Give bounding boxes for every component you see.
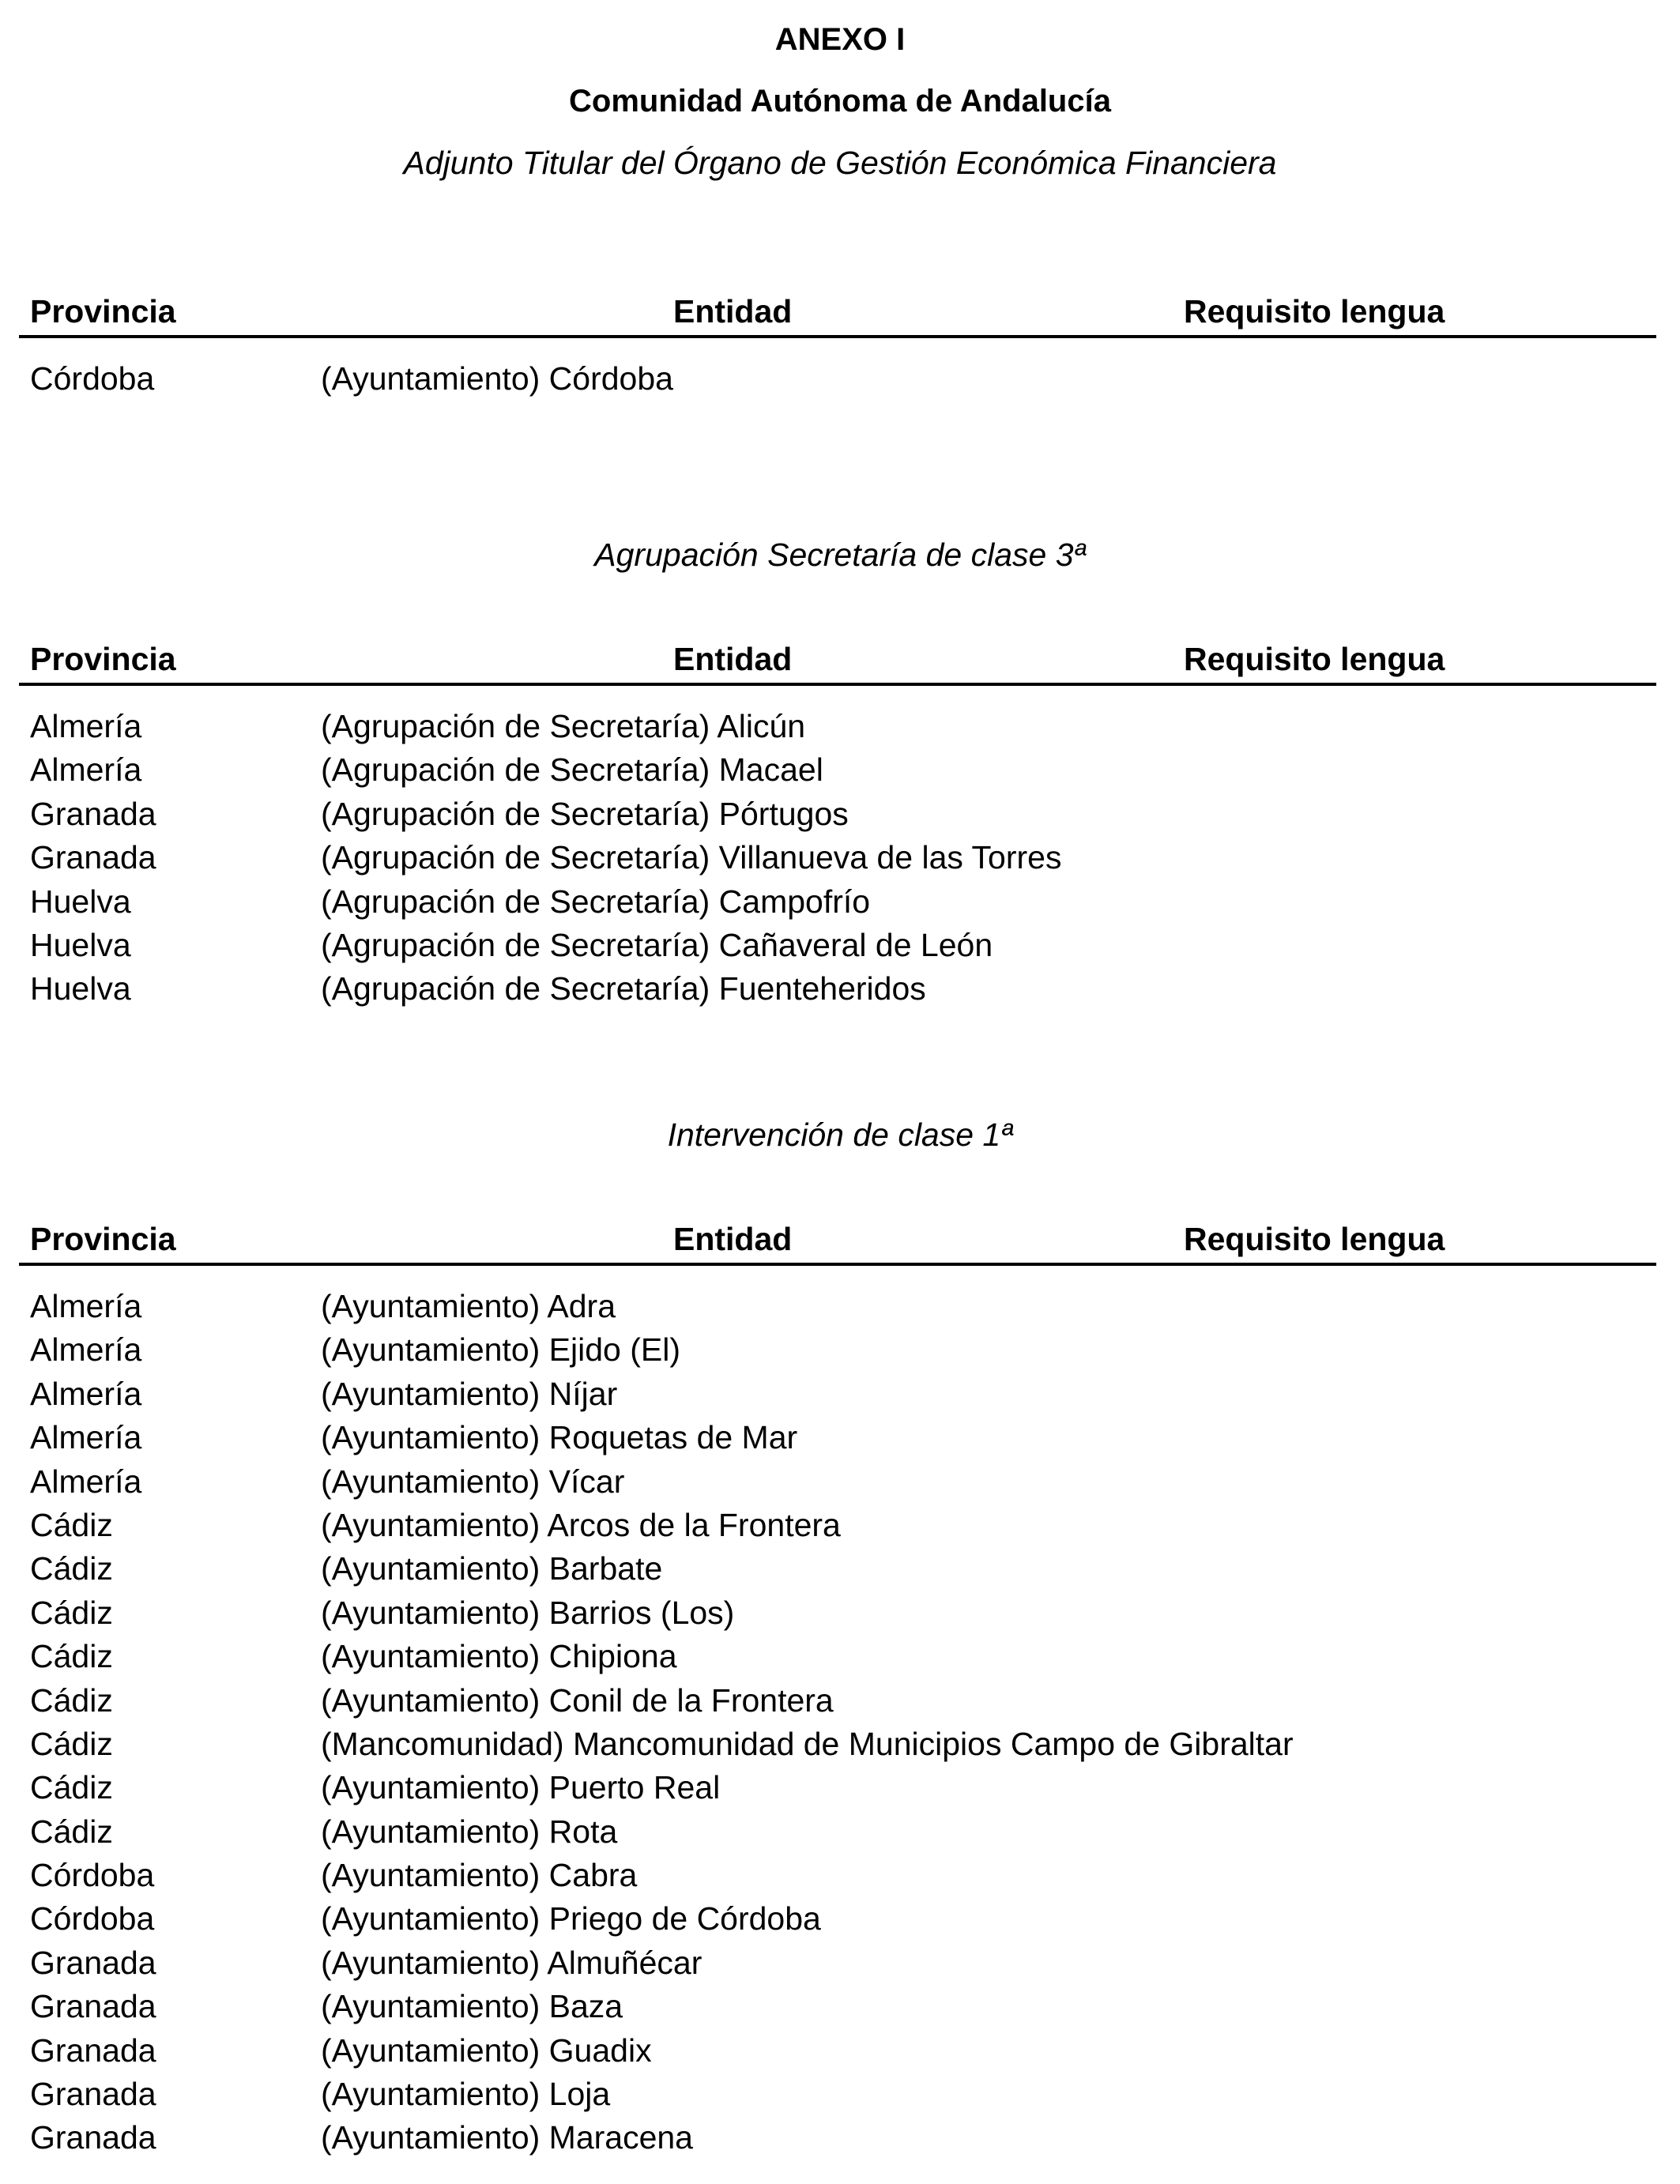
cell-entidad: (Ayuntamiento) Conil de la Frontera [321, 1681, 834, 1719]
table-row [30, 1854, 1642, 1897]
table-row [30, 2029, 1642, 2073]
table-row [30, 357, 1642, 401]
cell-provincia: Almería [30, 1331, 142, 1369]
cell-entidad: (Ayuntamiento) Almuñécar [321, 1944, 703, 1981]
cell-entidad: (Agrupación de Secretaría) Pórtugos [321, 795, 849, 832]
cell-entidad: (Agrupación de Secretaría) Macael [321, 751, 823, 789]
cell-entidad: (Ayuntamiento) Baza [321, 1988, 623, 2025]
cell-entidad: (Ayuntamiento) Vícar [321, 1463, 625, 1500]
cell-provincia: Granada [30, 839, 156, 876]
cell-provincia: Cádiz [30, 1594, 113, 1631]
table-row [30, 1416, 1642, 1459]
table-row [30, 1679, 1642, 1723]
cell-provincia: Huelva [30, 883, 131, 920]
cell-provincia: Granada [30, 1944, 156, 1981]
section-subtitle: Adjunto Titular del Órgano de Gestión Económica Financiera [403, 145, 1277, 181]
column-header-entidad: Entidad [673, 293, 793, 329]
cell-entidad: (Ayuntamiento) Guadix [321, 2031, 652, 2069]
cell-entidad: (Agrupación de Secretaría) Alicún [321, 708, 806, 744]
table-header [19, 638, 1656, 686]
table-row [30, 748, 1642, 792]
table-row [30, 880, 1642, 924]
cell-entidad: (Ayuntamiento) Arcos de la Frontera [321, 1506, 841, 1543]
cell-provincia: Granada [30, 1988, 156, 2025]
cell-entidad: (Ayuntamiento) Priego de Córdoba [321, 1900, 821, 1937]
cell-provincia: Almería [30, 1463, 142, 1500]
cell-provincia: Cádiz [30, 1725, 113, 1762]
cell-entidad: (Mancomunidad) Mancomunidad de Municipios Campo de Gibraltar [321, 1725, 1294, 1762]
table-row [30, 1504, 1642, 1547]
cell-provincia: Almería [30, 1288, 142, 1324]
cell-provincia: Córdoba [30, 1900, 155, 1937]
table-row [30, 1460, 1642, 1504]
cell-provincia: Córdoba [30, 1857, 155, 1894]
cell-provincia: Almería [30, 708, 142, 744]
cell-provincia: Granada [30, 2031, 156, 2069]
document-title: ANEXO I [774, 22, 906, 57]
cell-provincia: Granada [30, 2076, 156, 2113]
column-header-requisito-lengua: Requisito lengua [1184, 641, 1445, 677]
cell-entidad: (Agrupación de Secretaría) Cañaveral de León [321, 926, 993, 963]
table-body [30, 1285, 1642, 2160]
table-row [30, 2073, 1642, 2116]
cell-entidad: (Ayuntamiento) Ejido (El) [321, 1331, 680, 1369]
table-body [30, 357, 1642, 401]
table-row [30, 1985, 1642, 2028]
column-header-provincia: Provincia [30, 1221, 176, 1257]
cell-entidad: (Ayuntamiento) Barrios (Los) [321, 1594, 735, 1631]
cell-entidad: (Ayuntamiento) Rota [321, 1813, 618, 1850]
cell-provincia: Almería [30, 751, 142, 789]
table-row [30, 1547, 1642, 1591]
table-row [30, 2116, 1642, 2160]
cell-provincia: Granada [30, 2119, 156, 2156]
table-row [30, 1285, 1642, 1328]
cell-entidad: (Ayuntamiento) Adra [321, 1288, 616, 1324]
column-header-provincia: Provincia [30, 293, 176, 329]
table-row [30, 836, 1642, 879]
cell-provincia: Córdoba [30, 360, 155, 397]
section-subtitle: Agrupación Secretaría de clase 3ª [594, 537, 1086, 573]
table-row [30, 1941, 1642, 1985]
table-row [30, 1897, 1642, 1941]
cell-entidad: (Ayuntamiento) Chipiona [321, 1638, 677, 1675]
cell-provincia: Cádiz [30, 1769, 113, 1806]
cell-provincia: Huelva [30, 970, 131, 1007]
cell-entidad: (Agrupación de Secretaría) Campofrío [321, 883, 871, 920]
table-row [30, 1635, 1642, 1678]
column-header-entidad: Entidad [673, 641, 793, 677]
column-header-provincia: Provincia [30, 641, 176, 677]
cell-entidad: (Ayuntamiento) Puerto Real [321, 1769, 721, 1806]
table-row [30, 1766, 1642, 1809]
table-row [30, 1328, 1642, 1372]
cell-entidad: (Agrupación de Secretaría) Villanueva de las Torres [321, 839, 1062, 876]
table-row [30, 1373, 1642, 1416]
table-row [30, 967, 1642, 1011]
region-title: Comunidad Autónoma de Andalucía [569, 84, 1111, 119]
table-row [30, 1591, 1642, 1635]
table-row [30, 1810, 1642, 1854]
cell-provincia: Granada [30, 795, 156, 832]
column-header-entidad: Entidad [673, 1221, 793, 1257]
table-header [19, 1218, 1656, 1266]
cell-entidad: (Ayuntamiento) Roquetas de Mar [321, 1419, 798, 1456]
cell-entidad: (Ayuntamiento) Maracena [321, 2119, 693, 2156]
cell-provincia: Huelva [30, 926, 131, 963]
cell-provincia: Cádiz [30, 1506, 113, 1543]
table-row [30, 793, 1642, 836]
cell-provincia: Almería [30, 1375, 142, 1412]
table-row [30, 705, 1642, 748]
cell-entidad: (Ayuntamiento) Cabra [321, 1857, 638, 1894]
table-body [30, 705, 1642, 1011]
column-header-requisito-lengua: Requisito lengua [1184, 293, 1445, 329]
table-row [30, 924, 1642, 967]
cell-provincia: Cádiz [30, 1550, 113, 1587]
cell-entidad: (Ayuntamiento) Barbate [321, 1550, 663, 1587]
cell-provincia: Cádiz [30, 1813, 113, 1850]
cell-entidad: (Ayuntamiento) Loja [321, 2076, 611, 2113]
cell-provincia: Cádiz [30, 1638, 113, 1675]
column-header-requisito-lengua: Requisito lengua [1184, 1221, 1445, 1257]
table-row [30, 1723, 1642, 1766]
cell-entidad: (Ayuntamiento) Níjar [321, 1375, 618, 1412]
cell-entidad: (Agrupación de Secretaría) Fuenteheridos [321, 970, 926, 1007]
section-subtitle: Intervención de clase 1ª [667, 1116, 1013, 1153]
table-header [19, 291, 1656, 338]
cell-provincia: Cádiz [30, 1681, 113, 1719]
cell-provincia: Almería [30, 1419, 142, 1456]
cell-entidad: (Ayuntamiento) Córdoba [321, 360, 673, 397]
